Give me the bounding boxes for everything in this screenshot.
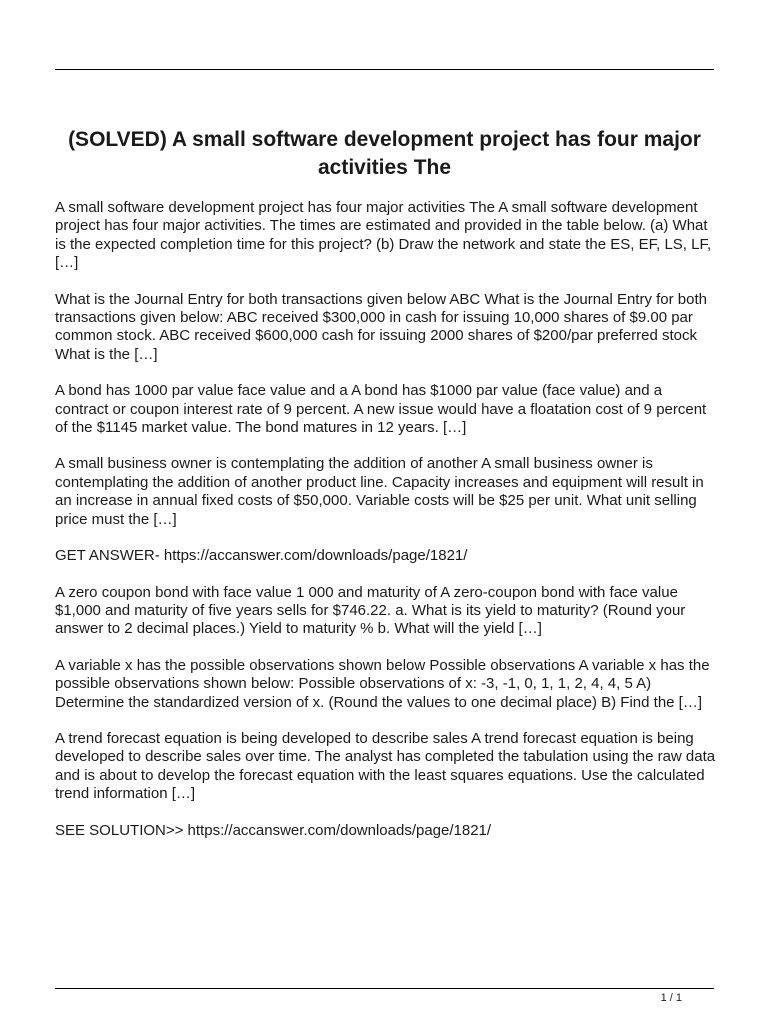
get-answer-link[interactable]: GET ANSWER- https://accanswer.com/downloads/page/1821/ (55, 547, 468, 565)
see-solution-link[interactable]: SEE SOLUTION>> https://accanswer.com/downloads/page/1821/ (55, 821, 492, 839)
header-rule (55, 69, 714, 70)
paragraph-business-owner: A small business owner is contemplating the addition of another A small business owner is contemplating the addition of another product line. Capacity increases and equipment will result in an increase in annual fixed costs of $50,000. Variable costs will be $25 per unit. What unit selling price must the […] (55, 455, 704, 528)
paragraph-zero-coupon-bond: A zero coupon bond with face value 1 000 and maturity of A zero-coupon bond with face value $1,000 and maturity of five years sells for $746.22. a. What is its yield to maturity? (Round your answer to 2 decimal places.) Yield to maturity % b. What will the yield […] (55, 583, 686, 638)
paragraph-journal-entry: What is the Journal Entry for both transactions given below ABC What is the Journal Entry for both transactions given below: ABC received $300,000 in cash for issuing 10,000 shares of $9.00 par common stock. ABC received $600,000 cash for issuing 2000 shares of $200/par preferred stock What is the […] (55, 290, 707, 363)
paragraph-software-project: A small software development project has four major activities The A small software development project has four major activities. The times are estimated and provided in the table below. (a) What is the expected completion time for this project? (b) Draw the network and state the ES, EF, LS, LF, […] (55, 199, 712, 272)
paragraph-trend-forecast: A trend forecast equation is being developed to describe sales A trend forecast equation is being developed to describe sales over time. The analyst has completed the tabulation using the raw data and is about to develop the forecast equation with the least squares equations. Use the calculated trend information […] (55, 729, 716, 803)
paragraph-bond-par-value: A bond has 1000 par value face value and a A bond has $1000 par value (face value) and a contract or coupon interest rate of 9 percent. A new issue would have a floatation cost of 9 percent of the $1145 market value. The bond matures in 12 years. […] (55, 382, 707, 437)
page-number: 1 / 1 (660, 992, 682, 1004)
paragraph-variable-x: A variable x has the possible observations shown below Possible observations A variable x has the possible observations shown below: Possible observations of x: -3, -1, 0, 1, 1, 2, 4, 4, 5 A) Determine the standardized version of x. (Round the values to one decimal place) B) Find the […] (55, 656, 710, 711)
document-body (55, 199, 717, 858)
footer-rule (55, 988, 714, 989)
document-title: (SOLVED) A small software development project has four major activities The (68, 128, 701, 179)
